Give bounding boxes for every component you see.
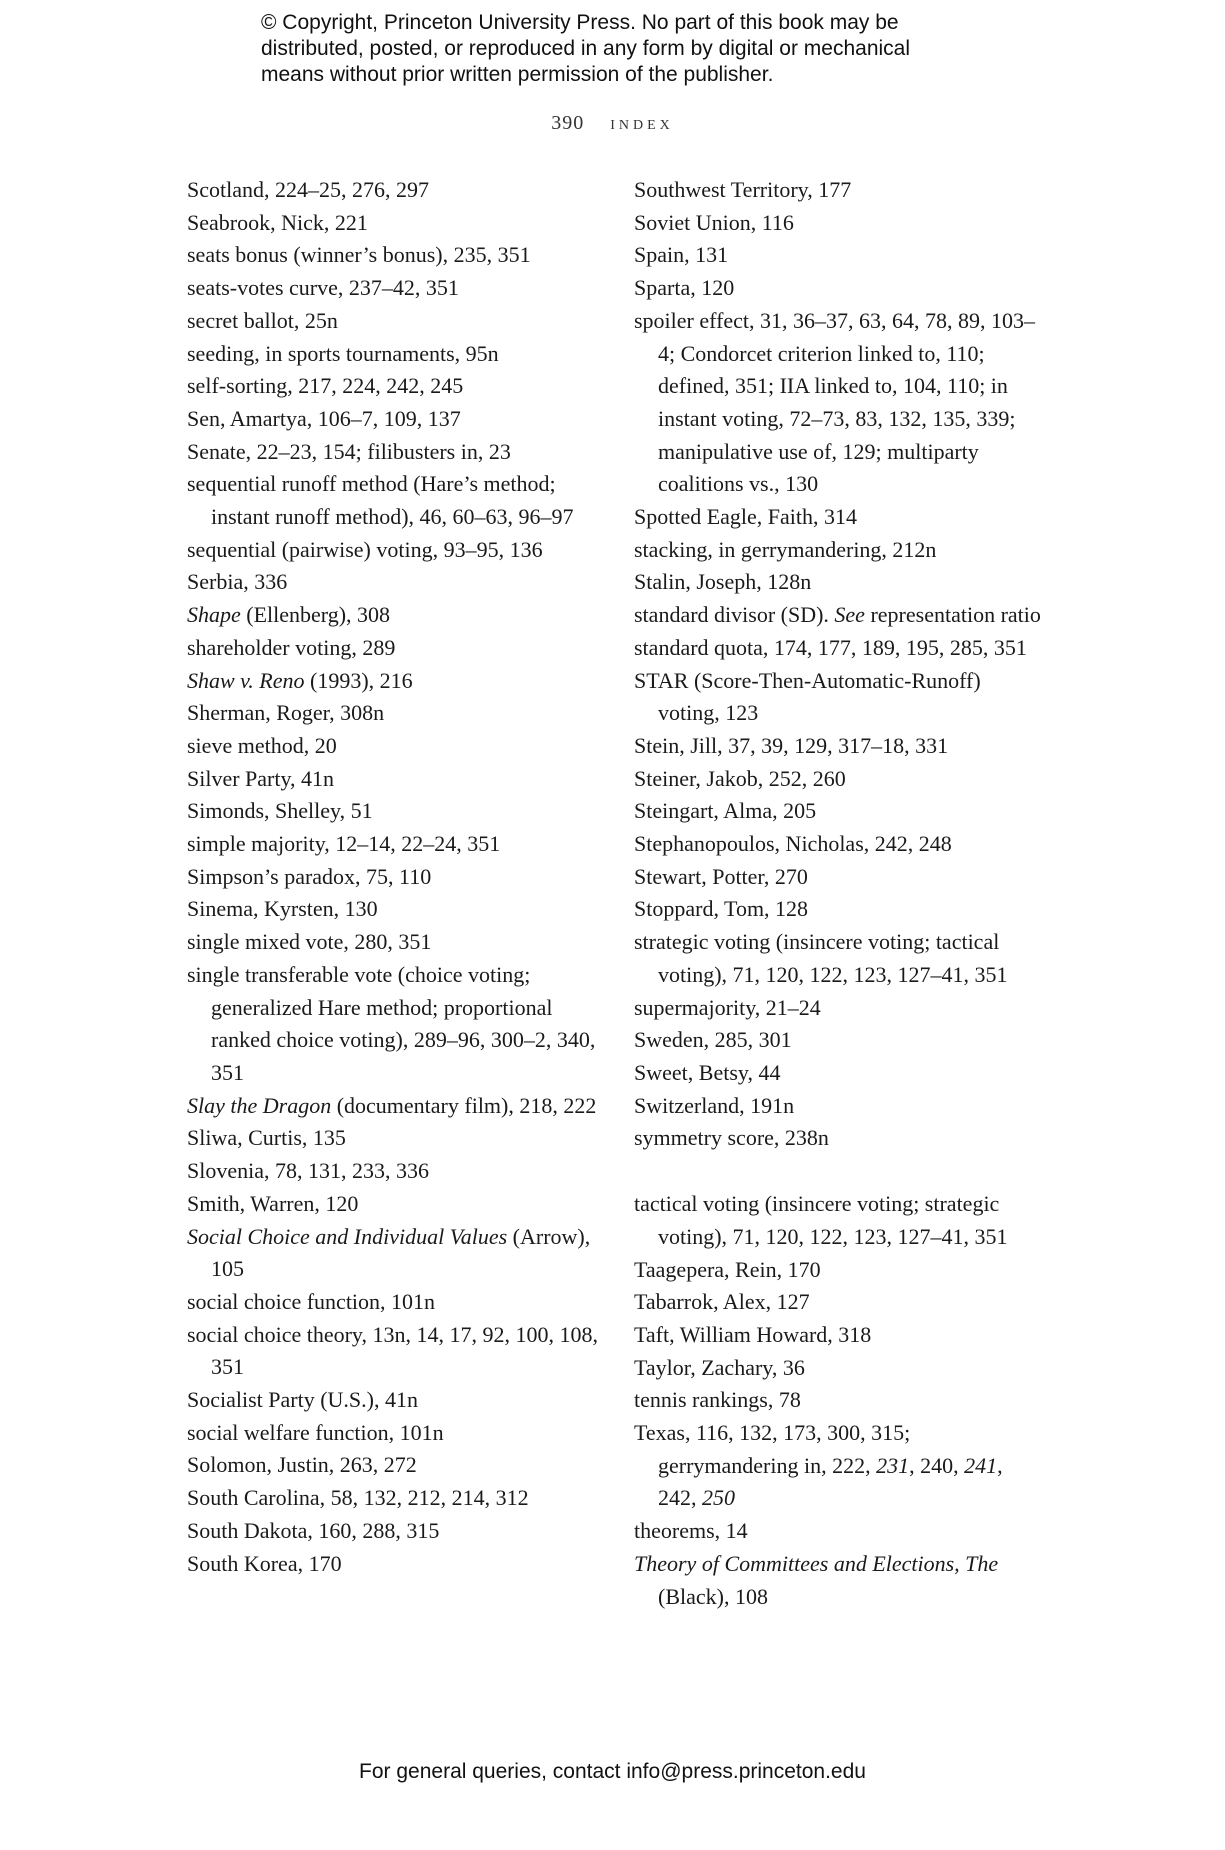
index-entry-text: Simonds, Shelley, 51 — [187, 798, 373, 824]
index-entry — [634, 665, 1044, 730]
index-entry — [634, 730, 1044, 763]
index-entry — [187, 534, 607, 567]
index-entry-text: Theory of Committees and Elections, The — [634, 1550, 999, 1576]
index-entry-text: Stoppard, Tom, 128 — [634, 896, 809, 922]
index-entry-text: South Korea, 170 — [187, 1550, 342, 1576]
index-entry-text: seeding, in sports tournaments, 95n — [187, 340, 499, 366]
index-entry — [634, 893, 1044, 926]
index-entry-text: Texas, 116, 132, 173, 300, 315; gerrymandering in, 222, — [634, 1420, 911, 1478]
index-entry — [634, 1417, 1044, 1515]
index-entry-text: Taagepera, Rein, 170 — [634, 1256, 821, 1282]
index-entry-text: Tabarrok, Alex, 127 — [634, 1289, 810, 1315]
index-entry — [634, 828, 1044, 861]
index-entry — [634, 1090, 1044, 1123]
index-entry-text: STAR (Score-Then-Automatic-Runoff) voting, 123 — [634, 667, 981, 726]
index-entry — [187, 305, 607, 338]
index-entry — [187, 1090, 607, 1123]
index-entry-text: (Arrow), 105 — [211, 1223, 591, 1282]
index-entry-text: standard divisor (SD). — [634, 602, 835, 628]
index-entry — [187, 959, 607, 1090]
index-entry-text: strategic voting (insincere voting; tactical voting), 71, 120, 122, 123, 127–41, 351 — [634, 929, 1008, 987]
index-entry — [634, 599, 1044, 632]
index-entry-text: Shape — [187, 602, 241, 628]
index-entry — [634, 632, 1044, 665]
index-entry-text: seats bonus (winner’s bonus), 235, 351 — [187, 242, 531, 268]
index-entry — [187, 1384, 607, 1417]
index-entry-text: 231 — [876, 1452, 910, 1478]
index-entry-text: Southwest Territory, 177 — [634, 177, 852, 202]
copyright-line: means without prior written permission of the publisher. — [261, 63, 774, 86]
index-entry — [634, 1319, 1044, 1352]
index-entry — [634, 174, 1044, 207]
index-entry — [634, 1254, 1044, 1287]
index-column-left — [187, 174, 607, 1580]
index-entry — [187, 632, 607, 665]
index-entry — [187, 665, 607, 698]
index-entry — [634, 272, 1044, 305]
index-entry-text: tactical voting (insincere voting; strategic voting), 71, 120, 122, 123, 127–41, 351 — [634, 1191, 1008, 1249]
index-entry-text: social choice theory, 13n, 14, 17, 92, 100, 108, 351 — [187, 1321, 598, 1380]
index-entry — [187, 599, 607, 632]
index-entry-text: secret ballot, 25n — [187, 307, 338, 333]
index-entry-text: social welfare function, 101n — [187, 1419, 444, 1445]
index-entry-text: sequential (pairwise) voting, 93–95, 136 — [187, 536, 543, 562]
index-entry-text: simple majority, 12–14, 22–24, 351 — [187, 831, 501, 857]
index-entry-text: Spain, 131 — [634, 242, 729, 268]
index-entry-text: , 242, — [658, 1452, 1003, 1511]
index-entry-text: Taft, William Howard, 318 — [634, 1321, 872, 1347]
index-entry — [634, 1024, 1044, 1057]
index-entry — [634, 1057, 1044, 1090]
index-entry — [634, 207, 1044, 240]
section-title: index — [610, 112, 674, 134]
index-entry-text: (documentary film), 218, 222 — [331, 1092, 597, 1118]
index-entry-text: Socialist Party (U.S.), 41n — [187, 1387, 418, 1413]
index-entry — [634, 239, 1044, 272]
index-entry-text: self-sorting, 217, 224, 242, 245 — [187, 373, 464, 399]
index-entry-text: sequential runoff method (Hare’s method; instant runoff method), 46, 60–63, 96–97 — [187, 471, 574, 530]
index-entry-text: See — [834, 602, 865, 628]
index-entry-text: Soviet Union, 116 — [634, 209, 794, 235]
index-entry-text: spoiler effect, 31, 36–37, 63, 64, 78, 89, 103–4; Condorcet criterion linked to, 110; defined, 351; IIA linked to, 104, 110; in instant voting, 72–73, 83, 132, 135, 339; manipulative use of, 129; multiparty coalitions vs., 130 — [634, 307, 1036, 497]
index-entry — [634, 861, 1044, 894]
index-entry — [634, 1188, 1044, 1253]
index-entry — [187, 730, 607, 763]
copyright-line: © Copyright, Princeton University Press. No part of this book may be — [261, 11, 899, 34]
index-entry-text: Smith, Warren, 120 — [187, 1190, 359, 1216]
index-entry-text: Shaw v. Reno — [187, 667, 305, 693]
index-entry — [634, 1548, 1044, 1613]
index-entry — [634, 926, 1044, 991]
index-entry-text: South Carolina, 58, 132, 212, 214, 312 — [187, 1485, 529, 1511]
index-entry — [634, 992, 1044, 1025]
running-head — [0, 112, 1225, 135]
copyright-notice — [261, 10, 1021, 88]
index-entry — [187, 926, 607, 959]
index-entry — [187, 1515, 607, 1548]
copyright-line: distributed, posted, or reproduced in any form by digital or mechanical — [261, 37, 911, 60]
index-entry-text: Stein, Jill, 37, 39, 129, 317–18, 331 — [634, 732, 949, 758]
index-entry-text: seats-votes curve, 237–42, 351 — [187, 275, 459, 301]
index-entry — [187, 893, 607, 926]
index-entry — [187, 1122, 607, 1155]
index-entry-text: (Black), 108 — [658, 1583, 768, 1609]
index-entry-text: Sweden, 285, 301 — [634, 1027, 792, 1053]
index-entry — [634, 534, 1044, 567]
index-entry — [187, 763, 607, 796]
index-entry-text: Serbia, 336 — [187, 569, 288, 595]
index-entry-text: Slay the Dragon — [187, 1092, 332, 1118]
index-entry-text: (1993), 216 — [304, 667, 413, 693]
index-entry — [187, 239, 607, 272]
index-entry — [634, 1384, 1044, 1417]
index-entry — [187, 1449, 607, 1482]
index-entry-text: Social Choice and Individual Values — [187, 1223, 508, 1249]
index-entry-text: theorems, 14 — [634, 1518, 748, 1544]
index-entry-text: Steiner, Jakob, 252, 260 — [634, 765, 846, 791]
footer-contact: For general queries, contact info@press.princeton.edu — [359, 1760, 866, 1783]
index-entry — [634, 763, 1044, 796]
index-entry — [187, 403, 607, 436]
index-entry — [634, 1286, 1044, 1319]
index-entry-text: Solomon, Justin, 263, 272 — [187, 1452, 417, 1478]
index-entry — [187, 338, 607, 371]
index-entry — [187, 1188, 607, 1221]
index-entry — [187, 1319, 607, 1384]
index-entry-text: Stephanopoulos, Nicholas, 242, 248 — [634, 831, 952, 857]
index-entry — [634, 1122, 1044, 1155]
index-entry — [187, 436, 607, 469]
index-entry-text: Seabrook, Nick, 221 — [187, 209, 368, 235]
index-entry-text: stacking, in gerrymandering, 212n — [634, 536, 937, 562]
index-entry-text: standard quota, 174, 177, 189, 195, 285, 351 — [634, 634, 1027, 660]
index-entry-text: Simpson’s paradox, 75, 110 — [187, 863, 432, 889]
index-entry-text: tennis rankings, 78 — [634, 1387, 801, 1413]
index-entry-text: , 240, — [909, 1452, 965, 1478]
index-entry — [187, 1286, 607, 1319]
index-entry-text: Sliwa, Curtis, 135 — [187, 1125, 346, 1151]
index-entry-text: Silver Party, 41n — [187, 765, 335, 791]
index-column-right — [634, 174, 1044, 1613]
index-entry — [187, 861, 607, 894]
index-entry-text: Taylor, Zachary, 36 — [634, 1354, 805, 1380]
index-entry-text: representation ratio — [864, 602, 1041, 628]
index-entry — [187, 174, 607, 207]
index-entry — [634, 305, 1044, 501]
index-entry-text: symmetry score, 238n — [634, 1125, 829, 1151]
index-entry-text: sieve method, 20 — [187, 732, 337, 758]
index-entry — [187, 1221, 607, 1286]
index-entry — [634, 795, 1044, 828]
index-entry-text: supermajority, 21–24 — [634, 994, 821, 1020]
index-entry-text: single transferable vote (choice voting; generalized Hare method; proportional ranked choice voting), 289–96, 300–2, 340, 351 — [187, 961, 596, 1085]
index-entry — [187, 795, 607, 828]
index-entry-text: Sweet, Betsy, 44 — [634, 1059, 781, 1085]
index-entry — [187, 1417, 607, 1450]
page-number: 390 — [551, 112, 585, 134]
index-entry-text: Scotland, 224–25, 276, 297 — [187, 177, 429, 202]
index-entry — [187, 697, 607, 730]
index-entry — [187, 272, 607, 305]
index-entry-text: single mixed vote, 280, 351 — [187, 929, 432, 955]
index-entry-text: social choice function, 101n — [187, 1288, 436, 1314]
index-entry — [187, 1482, 607, 1515]
index-entry-text: Sherman, Roger, 308n — [187, 700, 385, 726]
index-entry-text: Spotted Eagle, Faith, 314 — [634, 504, 858, 530]
index-entry — [187, 370, 607, 403]
index-entry — [187, 468, 607, 533]
index-entry-text: Senate, 22–23, 154; filibusters in, 23 — [187, 438, 511, 464]
index-entry-text: Sparta, 120 — [634, 275, 735, 301]
index-entry — [187, 207, 607, 240]
index-entry-text: South Dakota, 160, 288, 315 — [187, 1517, 440, 1543]
index-entry-text: 250 — [702, 1485, 735, 1511]
index-entry-text: Steingart, Alma, 205 — [634, 798, 817, 824]
index-entry — [187, 1155, 607, 1188]
index-entry-text: 241 — [964, 1452, 998, 1478]
index-entry — [187, 1548, 607, 1581]
index-entry — [187, 828, 607, 861]
index-entry-text: Sinema, Kyrsten, 130 — [187, 896, 378, 922]
index-entry-text: (Ellenberg), 308 — [240, 602, 391, 628]
index-entry — [634, 501, 1044, 534]
index-entry-text: Stewart, Potter, 270 — [634, 863, 808, 889]
index-entry — [634, 1352, 1044, 1385]
index-entry — [187, 566, 607, 599]
index-entry-text: Slovenia, 78, 131, 233, 336 — [187, 1158, 429, 1184]
index-entry-text: Stalin, Joseph, 128n — [634, 569, 812, 595]
index-entry-text: Switzerland, 191n — [634, 1092, 795, 1118]
index-entry — [634, 1515, 1044, 1548]
index-entry-text: shareholder voting, 289 — [187, 634, 396, 660]
index-entry — [634, 566, 1044, 599]
index-entry-text: Sen, Amartya, 106–7, 109, 137 — [187, 405, 461, 431]
